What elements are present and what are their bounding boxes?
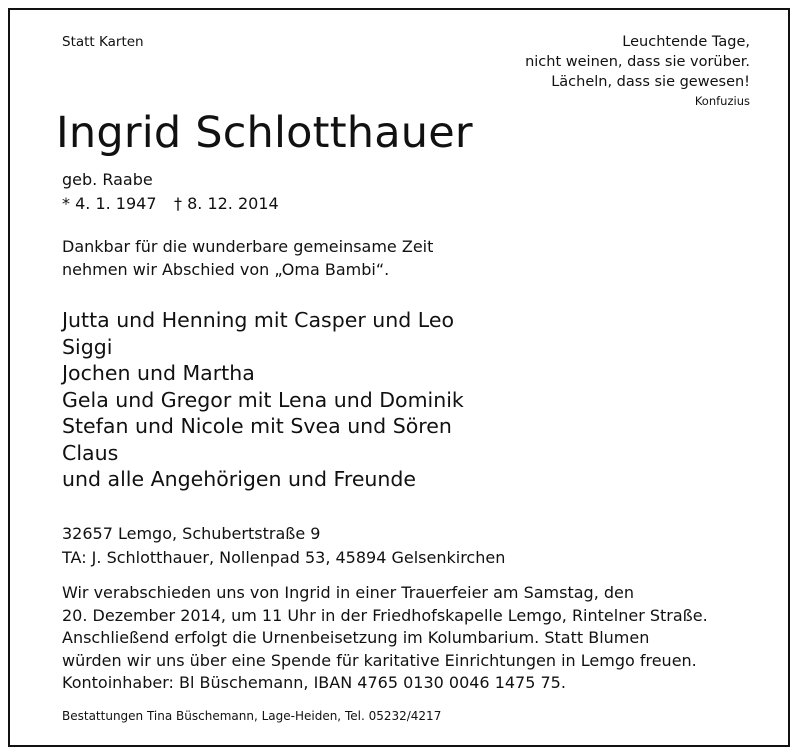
deceased-name: Ingrid Schlotthauer [56,108,473,158]
ceremony-line: Wir verabschieden uns von Ingrid in einer Trauerfeier am Samstag, den [62,583,634,602]
ceremony-line: 20. Dezember 2014, um 11 Uhr in der Friedhofskapelle Lemgo, Rintelner Straße. [62,605,708,625]
address-line: 32657 Lemgo, Schubertstraße 9 [62,524,321,543]
ceremony-line: würden wir uns über eine Spende für karitative Einrichtungen in Lemgo freuen. [62,650,697,670]
quote-line: nicht weinen, dass sie vorüber. [525,54,750,70]
family-line: und alle Angehörigen und Freunde [62,467,417,491]
dates-row [62,192,279,216]
quote-line: Lächeln, dass sie gewesen! [551,74,750,90]
life-dates-block [62,168,279,216]
death-date: † 8. 12. 2014 [174,194,279,213]
funeral-home-footer: Bestattungen Tina Büschemann, Lage-Heiden, Tel. 05232/4217 [62,709,442,723]
thanks-text [62,235,433,281]
address-block [62,522,505,570]
quote-line: Leuchtende Tage, [622,34,750,50]
quote-author: Konfuzius [694,94,750,108]
quote-block [525,32,750,110]
birth-date: * 4. 1. 1947 [62,194,157,213]
family-line: Siggi [62,334,113,359]
family-line: Stefan und Nicole mit Svea und Sören [62,414,452,438]
thanks-line: nehmen wir Abschied von „Oma Bambi“. [62,260,390,279]
family-line: Claus [62,440,119,465]
statt-karten-label: Statt Karten [62,34,144,50]
maiden-name: geb. Raabe [62,170,153,189]
thanks-line: Dankbar für die wunderbare gemeinsame Zeit [62,237,434,256]
ceremony-line: Kontoinhaber: Bl Büschemann, IBAN 4765 0130 0046 1475 75. [62,673,566,692]
address-line: TA: J. Schlotthauer, Nollenpad 53, 45894 Gelsenkirchen [62,548,506,567]
family-line: Jutta und Henning mit Casper und Leo [62,308,455,332]
family-line: Gela und Gregor mit Lena und Dominik [62,387,464,412]
family-list [62,307,464,493]
family-line: Jochen und Martha [62,361,255,385]
ceremony-line: Anschließend erfolgt die Urnenbeisetzung im Kolumbarium. Statt Blumen [62,628,650,647]
ceremony-text [62,582,708,695]
